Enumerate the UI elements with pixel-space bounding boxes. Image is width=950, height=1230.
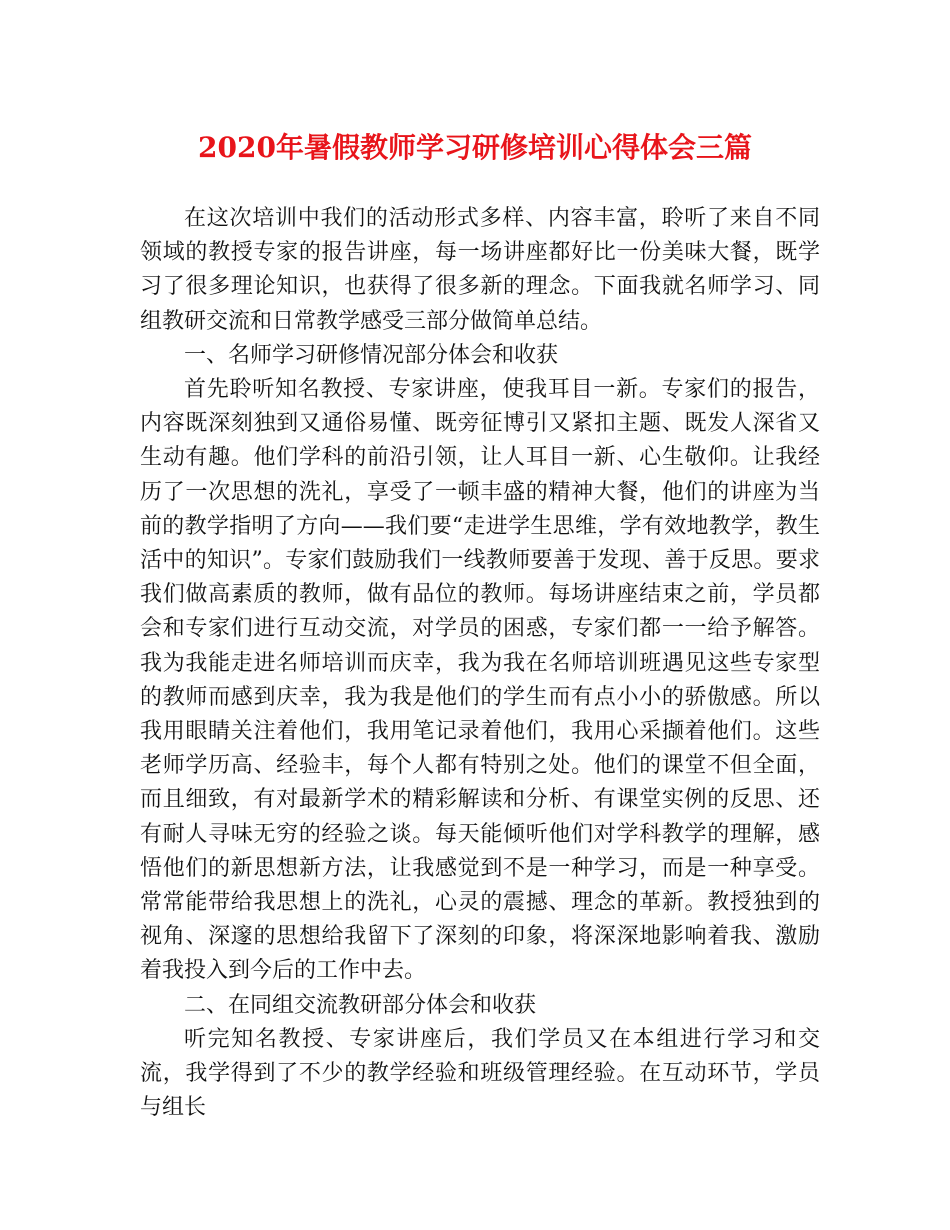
section-heading-1: 一、名师学习研修情况部分体会和收获 xyxy=(184,342,559,368)
paragraph-section-1: 首先聆听知名教授、专家讲座，使我耳目一新。专家们的报告，内容既深刻独到又通俗易懂、既旁征博引又紧扣主题、既发人深省又生动有趣。他们学科的前沿引领，让人耳目一新、心生敬仰。让我经历了一次思想的洗礼，享受了一顿丰盛的精神大餐，他们的讲座为当前的教学指明了方向——我们要“走进学生思维，学有效地教学，教生活中的知识”。专家们鼓励我们一线教师要善于发现、善于反思。要求我们做高素质的教师，做有品位的教师。每场讲座结束之前，学员都会和专家们进行互动交流，对学员的困惑，专家们都一一给予解答。我为我能走进名师培训而庆幸，我为我在名师培训班遇见这些专家型的教师而感到庆幸，我为我是他们的学生而有点小小的骄傲感。所以我用眼睛关注着他们，我用笔记录着他们，我用心采撷着他们。这些老师学历高、经验丰，每个人都有特别之处。他们的课堂不但全面，而且细致，有对最新学术的精彩解读和分析、有课堂实例的反思、还有耐人寻味无穷的经验之谈。每天能倾听他们对学科教学的理解，感悟他们的新思想新方法，让我感觉到不是一种学习，而是一种享受。常常能带给我思想上的洗礼，心灵的震撼、理念的革新。教授独到的视角、深邃的思想给我留下了深刻的印象，将深深地影响着我、激励着我投入到今后的工作中去。 xyxy=(140,377,820,984)
paragraph-section-2: 听完知名教授、专家讲座后，我们学员又在本组进行学习和交流，我学得到了不少的教学经验和班级管理经验。在互动环节，学员与组长 xyxy=(140,1026,820,1121)
paragraph-intro: 在这次培训中我们的活动形式多样、内容丰富，聆听了来自不同领域的教授专家的报告讲座，每一场讲座都好比一份美味大餐，既学习了很多理论知识，也获得了很多新的理念。下面我就名师学习、同组教研交流和日常教学感受三部分做简单总结。 xyxy=(140,206,820,334)
document-title: 2020年暑假教师学习研修培训心得体会三篇 xyxy=(198,131,752,164)
document-body xyxy=(140,202,820,1125)
section-heading-2: 二、在同组交流教研部分体会和收获 xyxy=(184,992,537,1018)
